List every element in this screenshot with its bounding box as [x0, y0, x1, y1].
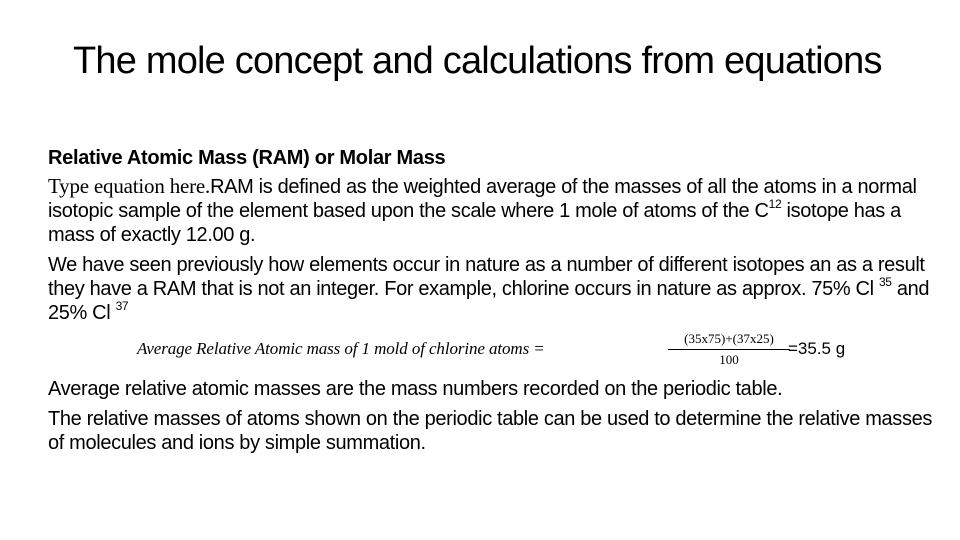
summation-paragraph: The relative masses of atoms shown on the periodic table can be used to determine the relative masses of molecules and ions by simple summation. — [48, 408, 933, 454]
periodic-table-paragraph: Average relative atomic masses are the mass numbers recorded on the periodic table. — [48, 378, 783, 400]
slide-title: The mole concept and calculations from equations — [73, 40, 882, 82]
equation-result: =35.5 g — [788, 339, 846, 358]
section-heading: Relative Atomic Mass (RAM) or Molar Mass — [48, 147, 446, 169]
ram-definition-paragraph — [48, 174, 940, 247]
equation-placeholder[interactable]: Type equation here. — [48, 174, 211, 198]
chlorine-37-superscript: 37 — [115, 299, 129, 313]
isotopes-text: We have seen previously how elements occur in nature as a number of different isotopes an as a result they have a RAM that is not an integer. For example, chlorine occurs in nature as approx. 75% Cl — [48, 254, 925, 300]
ram-definition-text: RAM is defined as the weighted average of the masses of all the atoms in a normal isotopic sample of the element based upon the scale where 1 mole of atoms of the C — [48, 176, 917, 222]
equation-numerator: (35x75)+(37x25) — [668, 331, 790, 350]
equation-denominator: 100 — [719, 352, 739, 367]
isotopes-paragraph — [48, 253, 940, 325]
slide-body — [48, 146, 940, 461]
ram-definition-text-end: isotope has a mass of exactly 12.00 g. — [48, 200, 901, 246]
equation-fraction — [668, 331, 790, 368]
average-ram-equation — [48, 331, 940, 371]
chlorine-35-superscript: 35 — [878, 275, 892, 289]
carbon-isotope-superscript: 12 — [768, 197, 782, 211]
equation-lhs: Average Relative Atomic mass of 1 mold of chlorine atoms = — [137, 339, 545, 358]
isotopes-text-middle: and 25% Cl — [48, 278, 930, 324]
